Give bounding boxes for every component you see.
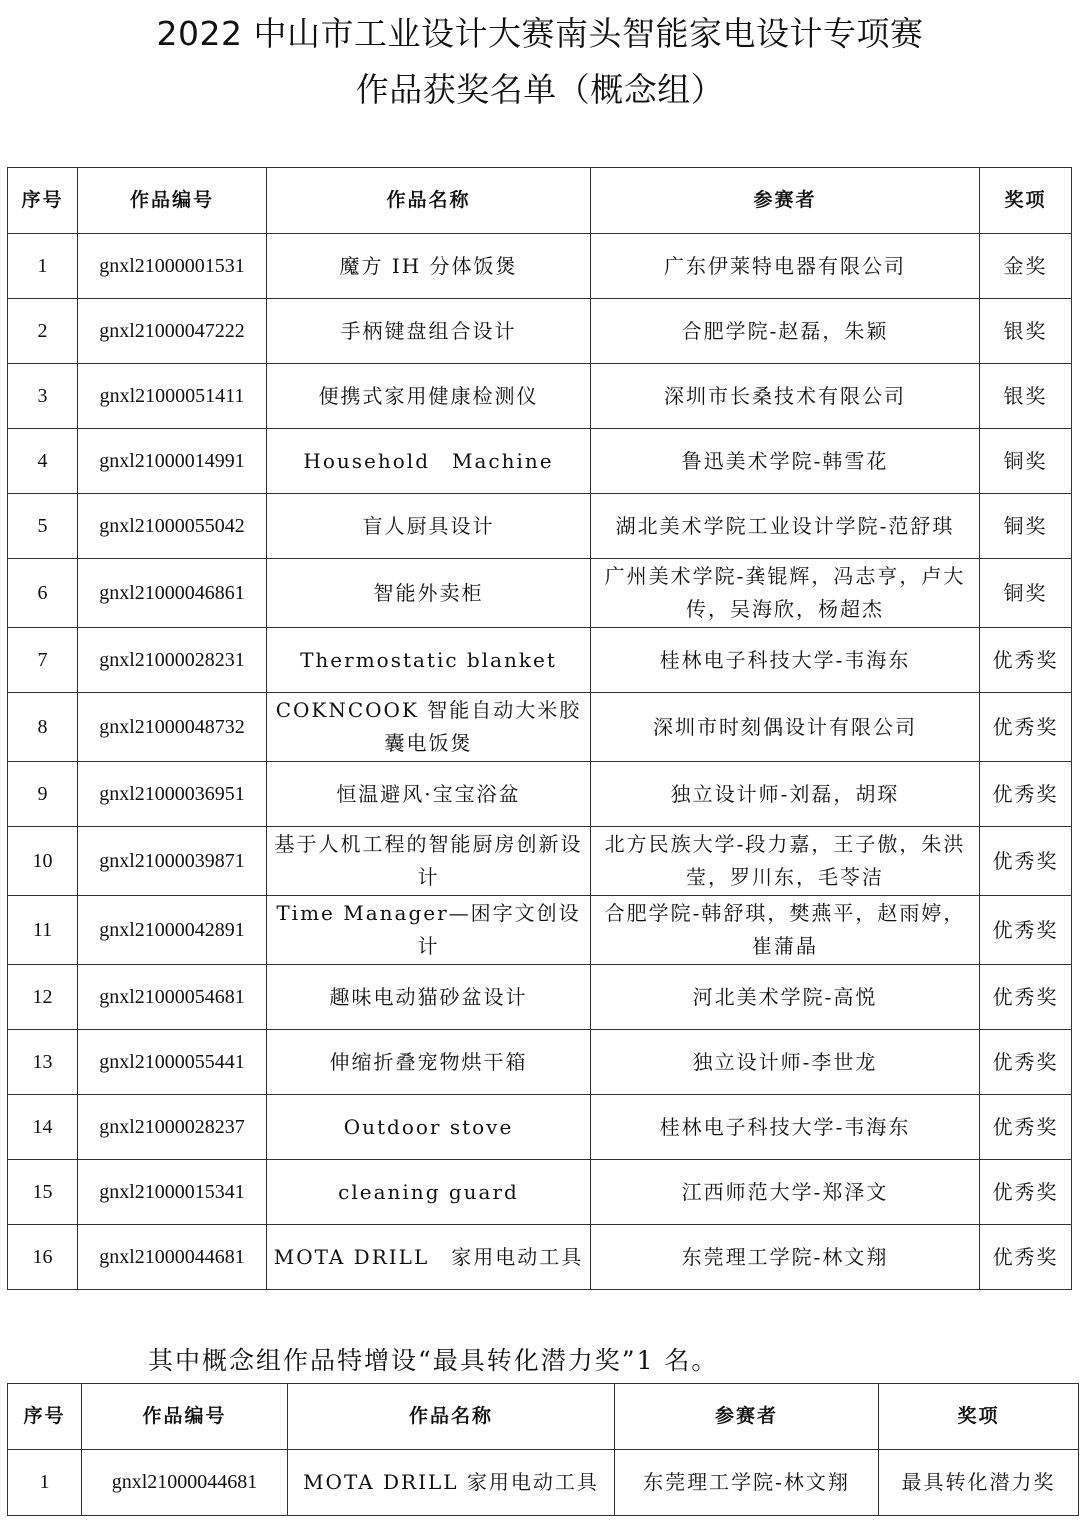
table-row <box>8 896 1072 965</box>
cell-award: 铜奖 <box>980 559 1072 628</box>
cell-no: 14 <box>8 1095 78 1160</box>
cell-name: 手柄键盘组合设计 <box>267 299 591 364</box>
table-row <box>8 1450 1079 1516</box>
cell-no: 15 <box>8 1160 78 1225</box>
cell-name: 盲人厨具设计 <box>267 494 591 559</box>
cell-code: gnxl21000055042 <box>78 494 267 559</box>
cell-no: 11 <box>8 896 78 965</box>
cell-award: 优秀奖 <box>980 827 1072 896</box>
header-entrant: 参赛者 <box>591 168 980 234</box>
cell-code: gnxl21000044681 <box>78 1225 267 1290</box>
cell-no: 3 <box>8 364 78 429</box>
cell-name: 恒温避风·宝宝浴盆 <box>267 762 591 827</box>
cell-no: 4 <box>8 429 78 494</box>
cell-code: gnxl21000054681 <box>78 965 267 1030</box>
header-no: 序号 <box>8 1384 82 1450</box>
table-row <box>8 693 1072 762</box>
cell-code: gnxl21000028237 <box>78 1095 267 1160</box>
document-subtitle: 作品获奖名单（概念组） <box>355 70 725 109</box>
cell-code: gnxl21000015341 <box>78 1160 267 1225</box>
cell-name: 智能外卖柜 <box>267 559 591 628</box>
cell-award: 优秀奖 <box>980 965 1072 1030</box>
header-award: 奖项 <box>980 168 1072 234</box>
cell-code: gnxl21000051411 <box>78 364 267 429</box>
table-row <box>8 299 1072 364</box>
cell-award: 优秀奖 <box>980 1030 1072 1095</box>
header-award: 奖项 <box>879 1384 1079 1450</box>
cell-no: 9 <box>8 762 78 827</box>
cell-name: Household Machine <box>267 429 591 494</box>
cell-entrant: 合肥学院-赵磊，朱颖 <box>591 299 980 364</box>
cell-name: Time Manager—困字文创设计 <box>267 896 591 965</box>
table-header-row <box>8 1384 1079 1450</box>
cell-award: 铜奖 <box>980 494 1072 559</box>
header-code: 作品编号 <box>82 1384 288 1450</box>
cell-code: gnxl21000039871 <box>78 827 267 896</box>
cell-code: gnxl21000047222 <box>78 299 267 364</box>
cell-code: gnxl21000042891 <box>78 896 267 965</box>
award-table-body <box>8 234 1072 1290</box>
cell-entrant: 广东伊莱特电器有限公司 <box>591 234 980 299</box>
cell-award: 优秀奖 <box>980 896 1072 965</box>
table-header-row <box>8 168 1072 234</box>
cell-name: 基于人机工程的智能厨房创新设计 <box>267 827 591 896</box>
table-row <box>8 234 1072 299</box>
cell-code: gnxl21000044681 <box>82 1450 288 1516</box>
header-name: 作品名称 <box>288 1384 615 1450</box>
cell-code: gnxl21000048732 <box>78 693 267 762</box>
table-row <box>8 429 1072 494</box>
table-row <box>8 628 1072 693</box>
table-row <box>8 1030 1072 1095</box>
cell-entrant: 北方民族大学-段力嘉，王子傲，朱洪莹，罗川东，毛苓洁 <box>591 827 980 896</box>
cell-name: 趣味电动猫砂盆设计 <box>267 965 591 1030</box>
cell-award: 银奖 <box>980 364 1072 429</box>
cell-name: COKNCOOK 智能自动大米胶囊电饭煲 <box>267 693 591 762</box>
cell-award: 优秀奖 <box>980 762 1072 827</box>
cell-name: MOTA DRILL 家用电动工具 <box>267 1225 591 1290</box>
cell-code: gnxl21000036951 <box>78 762 267 827</box>
cell-no: 12 <box>8 965 78 1030</box>
cell-entrant: 深圳市长桑技术有限公司 <box>591 364 980 429</box>
table-row <box>8 965 1072 1030</box>
cell-award: 优秀奖 <box>980 1225 1072 1290</box>
cell-no: 1 <box>8 1450 82 1516</box>
table-row <box>8 827 1072 896</box>
header-name: 作品名称 <box>267 168 591 234</box>
cell-name: MOTA DRILL 家用电动工具 <box>288 1450 615 1516</box>
document-title: 2022 中山市工业设计大赛南头智能家电设计专项赛 <box>156 14 924 53</box>
cell-entrant: 桂林电子科技大学-韦海东 <box>591 1095 980 1160</box>
cell-entrant: 鲁迅美术学院-韩雪花 <box>591 429 980 494</box>
special-award-note: 其中概念组作品特增设“最具转化潜力奖”1 名。 <box>148 1346 719 1375</box>
cell-code: gnxl21000055441 <box>78 1030 267 1095</box>
table-row <box>8 364 1072 429</box>
cell-award: 优秀奖 <box>980 1095 1072 1160</box>
cell-entrant: 东莞理工学院-林文翔 <box>591 1225 980 1290</box>
cell-no: 8 <box>8 693 78 762</box>
cell-entrant: 东莞理工学院-林文翔 <box>615 1450 879 1516</box>
cell-name: 魔方 IH 分体饭煲 <box>267 234 591 299</box>
cell-award: 铜奖 <box>980 429 1072 494</box>
cell-code: gnxl21000028231 <box>78 628 267 693</box>
cell-entrant: 桂林电子科技大学-韦海东 <box>591 628 980 693</box>
header-no: 序号 <box>8 168 78 234</box>
cell-no: 16 <box>8 1225 78 1290</box>
header-entrant: 参赛者 <box>615 1384 879 1450</box>
cell-code: gnxl21000014991 <box>78 429 267 494</box>
cell-name: Thermostatic blanket <box>267 628 591 693</box>
cell-entrant: 湖北美术学院工业设计学院-范舒琪 <box>591 494 980 559</box>
table-row <box>8 1160 1072 1225</box>
cell-entrant: 独立设计师-李世龙 <box>591 1030 980 1095</box>
cell-code: gnxl21000001531 <box>78 234 267 299</box>
table-row <box>8 494 1072 559</box>
special-award-table <box>7 1383 1079 1516</box>
table-row <box>8 1095 1072 1160</box>
cell-no: 6 <box>8 559 78 628</box>
award-table <box>7 167 1072 1290</box>
cell-no: 7 <box>8 628 78 693</box>
cell-no: 5 <box>8 494 78 559</box>
cell-entrant: 独立设计师-刘磊，胡琛 <box>591 762 980 827</box>
cell-no: 1 <box>8 234 78 299</box>
cell-award: 银奖 <box>980 299 1072 364</box>
cell-name: 伸缩折叠宠物烘干箱 <box>267 1030 591 1095</box>
table-row <box>8 762 1072 827</box>
cell-award: 优秀奖 <box>980 693 1072 762</box>
cell-name: 便携式家用健康检测仪 <box>267 364 591 429</box>
table-row <box>8 1225 1072 1290</box>
cell-code: gnxl21000046861 <box>78 559 267 628</box>
cell-entrant: 江西师范大学-郑泽文 <box>591 1160 980 1225</box>
table-row <box>8 559 1072 628</box>
cell-award: 金奖 <box>980 234 1072 299</box>
cell-entrant: 河北美术学院-高悦 <box>591 965 980 1030</box>
cell-no: 10 <box>8 827 78 896</box>
cell-name: Outdoor stove <box>267 1095 591 1160</box>
special-award-table-body <box>8 1450 1079 1516</box>
cell-award: 优秀奖 <box>980 1160 1072 1225</box>
cell-award: 最具转化潜力奖 <box>879 1450 1079 1516</box>
cell-name: cleaning guard <box>267 1160 591 1225</box>
cell-entrant: 深圳市时刻偶设计有限公司 <box>591 693 980 762</box>
cell-no: 13 <box>8 1030 78 1095</box>
cell-entrant: 合肥学院-韩舒琪，樊燕平，赵雨婷，崔蒲晶 <box>591 896 980 965</box>
cell-award: 优秀奖 <box>980 628 1072 693</box>
header-code: 作品编号 <box>78 168 267 234</box>
cell-entrant: 广州美术学院-龚锟辉，冯志亨，卢大传，吴海欣，杨超杰 <box>591 559 980 628</box>
cell-no: 2 <box>8 299 78 364</box>
